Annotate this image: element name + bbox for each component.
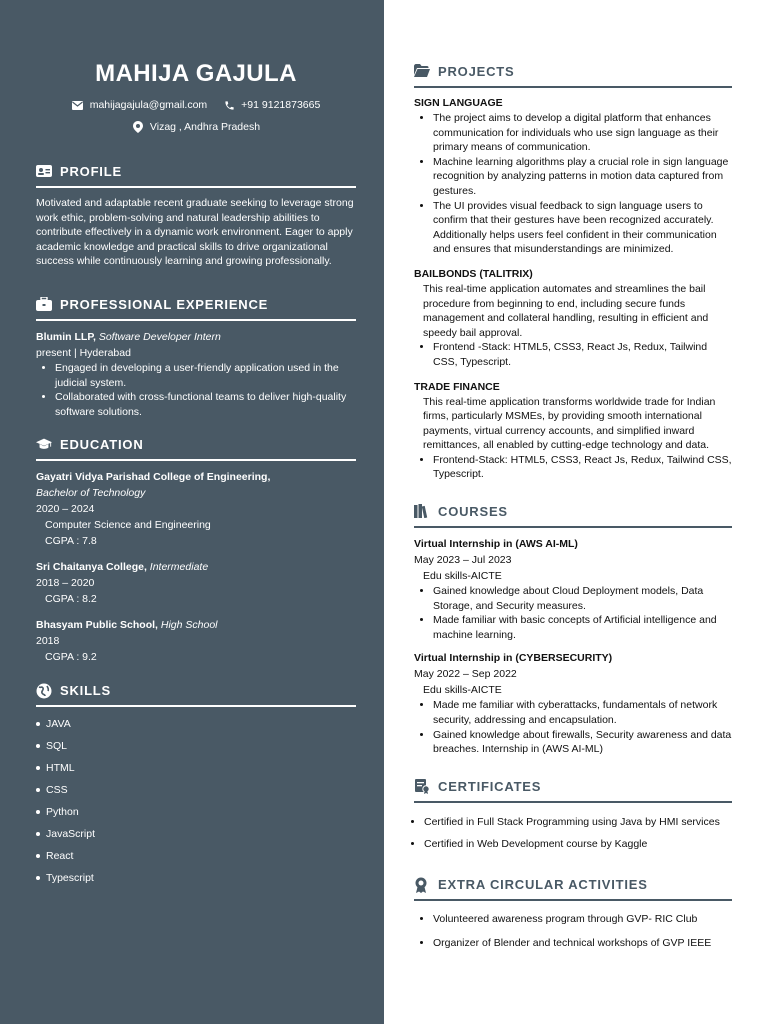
list-item: • Made me familiar with cyberattacks, fundamentals of network security, addressing and encapsulation. xyxy=(433,698,732,727)
degree: Bachelor of Technology xyxy=(36,487,146,500)
experience-bullets xyxy=(36,361,356,419)
project-bullets xyxy=(414,453,732,482)
project-bullets xyxy=(414,340,732,369)
cgpa: CGPA : 8.2 xyxy=(45,593,97,606)
school-line xyxy=(36,559,356,575)
list-item: • Organizer of Blender and technical workshops of GVP IEEE xyxy=(433,931,732,955)
project-title: SIGN LANGUAGE xyxy=(414,97,503,109)
skill-label: Typescript xyxy=(46,872,94,885)
activities-heading-text: EXTRA CIRCULAR ACTIVITIES xyxy=(438,876,648,892)
project-entry xyxy=(414,380,732,483)
contact-row xyxy=(36,98,356,112)
list-item: • Engaged in developing a user-friendly application used in the judicial system. xyxy=(55,361,356,390)
list-item: • The project aims to develop a digital platform that enhances communication for individuals who use sign language as their primary means of communication. xyxy=(433,111,732,155)
education-dates: 2020 – 2024 xyxy=(36,503,95,516)
id-card-icon xyxy=(36,164,52,180)
map-pin-icon xyxy=(132,121,144,133)
briefcase-icon xyxy=(36,297,52,313)
profile-summary: Motivated and adaptable recent graduate seeking to leverage strong work ethic, problem-solving and natural leadership abilities to contribute effectively in a dynamic work environment. Eager to apply academic knowledge and practical skills to drive organizational success while continuously learning and growing professionally. xyxy=(36,197,354,268)
graduation-cap-icon xyxy=(36,437,52,453)
education-dates: 2018 xyxy=(36,635,60,648)
skill-label: Python xyxy=(46,806,79,819)
degree: High School xyxy=(160,619,218,632)
experience-company: Blumin LLP, xyxy=(36,330,96,343)
skill-item xyxy=(36,735,356,757)
location-row xyxy=(36,120,356,134)
bullet-icon xyxy=(36,788,40,792)
bullet-icon xyxy=(36,722,40,726)
skill-label: React xyxy=(46,850,74,863)
school-name: Sri Chaitanya College, xyxy=(36,561,147,574)
profile-heading xyxy=(36,164,356,188)
course-bullets xyxy=(414,698,732,756)
globe-icon xyxy=(36,683,52,699)
list-item: • Gained knowledge about firewalls, Security awareness and data breaches. Internship in (AWS AI-ML) xyxy=(433,728,732,757)
course-title: Virtual Internship in (AWS AI-ML) xyxy=(414,538,578,551)
school-line xyxy=(36,617,356,633)
list-item: • Certified in Full Stack Programming using Java by HMI services xyxy=(424,811,732,833)
school-name: Gayatri Vidya Parishad College of Engineering, xyxy=(36,471,271,484)
course-dates: May 2022 – Sep 2022 xyxy=(414,668,517,681)
list-item: • The UI provides visual feedback to sign language users to confirm that their gestures have been recognized accurately. Additionally helps users feel confident in their communication and ensures that misunderstandings are minimized. xyxy=(433,199,732,257)
phone-text: +91 9121873665 xyxy=(241,99,321,111)
project-title: TRADE FINANCE xyxy=(414,380,500,393)
email-contact[interactable] xyxy=(72,98,207,112)
skill-item xyxy=(36,779,356,801)
certificates-heading-text: CERTIFICATES xyxy=(438,778,542,794)
education-heading-text: EDUCATION xyxy=(60,437,144,453)
experience-heading xyxy=(36,297,356,321)
candidate-name: MAHIJA GAJULA xyxy=(95,60,297,87)
cgpa: CGPA : 9.2 xyxy=(45,651,97,664)
skills-heading xyxy=(36,683,356,707)
cgpa: CGPA : 7.8 xyxy=(45,535,97,548)
award-icon xyxy=(414,877,430,893)
list-item: • Collaborated with cross-functional teams to deliver high-quality software solutions. xyxy=(55,390,356,419)
degree: Intermediate xyxy=(149,561,209,574)
certificates-list xyxy=(414,811,732,855)
location-contact xyxy=(132,120,260,134)
skill-item xyxy=(36,867,356,889)
certificates-heading xyxy=(414,779,732,803)
project-bullets xyxy=(414,111,732,257)
books-icon xyxy=(414,504,430,520)
list-item: • Volunteered awareness program through GVP- RIC Club xyxy=(433,907,732,931)
skill-label: CSS xyxy=(46,784,68,797)
education-dates: 2018 – 2020 xyxy=(36,577,95,590)
skill-item xyxy=(36,801,356,823)
education-heading xyxy=(36,437,356,461)
list-item: • Certified in Web Development course by Kaggle xyxy=(424,833,732,855)
project-entry xyxy=(414,267,732,370)
skill-item xyxy=(36,845,356,867)
main-column xyxy=(384,0,768,1024)
activities-heading xyxy=(414,877,732,901)
email-text: mahijagajula@gmail.com xyxy=(89,99,208,111)
bullet-icon xyxy=(36,744,40,748)
education-detail: Computer Science and Engineering xyxy=(45,519,211,532)
profile-heading-text: PROFILE xyxy=(60,164,122,179)
project-entry xyxy=(414,96,732,257)
phone-contact[interactable] xyxy=(223,98,320,112)
bullet-icon xyxy=(36,766,40,770)
skill-item xyxy=(36,757,356,779)
certificate-icon xyxy=(414,779,430,795)
courses-heading-text: COURSES xyxy=(438,504,508,520)
course-org: Edu skills-AICTE xyxy=(423,570,502,583)
experience-role: Software Developer Intern xyxy=(98,330,221,343)
projects-heading-text: PROJECTS xyxy=(438,64,515,79)
bullet-icon xyxy=(36,810,40,814)
skill-label: SQL xyxy=(46,740,68,753)
course-entry xyxy=(414,536,732,642)
courses-heading xyxy=(414,504,732,528)
envelope-icon xyxy=(72,99,84,111)
list-item: • Frontend -Stack: HTML5, CSS3, React Js, Redux, Tailwind CSS, Typescript. xyxy=(433,340,732,369)
experience-company-line xyxy=(36,329,356,345)
projects-heading xyxy=(414,64,732,88)
skill-label: JAVA xyxy=(46,718,71,731)
list-item: • Gained knowledge about Cloud Deployment models, Data Storage, and Security measures. xyxy=(433,584,732,613)
bullet-icon xyxy=(36,832,40,836)
course-dates: May 2023 – Jul 2023 xyxy=(414,554,512,567)
education-entry xyxy=(36,559,356,607)
skills-list xyxy=(36,713,356,889)
project-description: This real-time application transforms worldwide trade for Indian firms, particularly MSMEs, by providing smooth international payments, virtual currency accounts, and simplified inward remittances, all enabled by cutting-edge technology and data. xyxy=(423,395,716,452)
location-text: Vizag , Andhra Pradesh xyxy=(149,121,261,133)
experience-meta: present | Hyderabad xyxy=(36,346,131,359)
course-bullets xyxy=(414,584,732,642)
skills-heading-text: SKILLS xyxy=(60,683,112,699)
project-description: This real-time application automates and streamlines the bail procedure from beginning to end, including secure funds management and collateral handling, resulting in efficient and speedy bail approval. xyxy=(423,282,709,339)
list-item: • Machine learning algorithms play a crucial role in sign language recognition by analyzing patterns in motion data captured from gestures. xyxy=(433,155,732,199)
school-name: Bhasyam Public School, xyxy=(36,619,158,632)
skill-label: JavaScript xyxy=(46,828,96,841)
project-title: BAILBONDS (TALITRIX) xyxy=(414,267,533,280)
skill-item xyxy=(36,823,356,845)
course-org: Edu skills-AICTE xyxy=(423,684,502,697)
education-entry xyxy=(36,469,356,549)
phone-icon xyxy=(223,99,235,111)
list-item: • Frontend-Stack: HTML5, CSS3, React Js, Redux, Tailwind CSS, Typescript. xyxy=(433,453,732,482)
experience-heading-text: PROFESSIONAL EXPERIENCE xyxy=(60,296,269,312)
education-entry xyxy=(36,617,356,665)
activities-list xyxy=(414,907,732,955)
skill-label: HTML xyxy=(46,762,75,775)
list-item: • Made familiar with basic concepts of Artificial intelligence and machine learning. xyxy=(433,613,732,642)
course-entry xyxy=(414,650,732,756)
course-title: Virtual Internship in (CYBERSECURITY) xyxy=(414,652,613,665)
skill-item xyxy=(36,713,356,735)
bullet-icon xyxy=(36,854,40,858)
folder-icon xyxy=(414,64,430,80)
bullet-icon xyxy=(36,876,40,880)
